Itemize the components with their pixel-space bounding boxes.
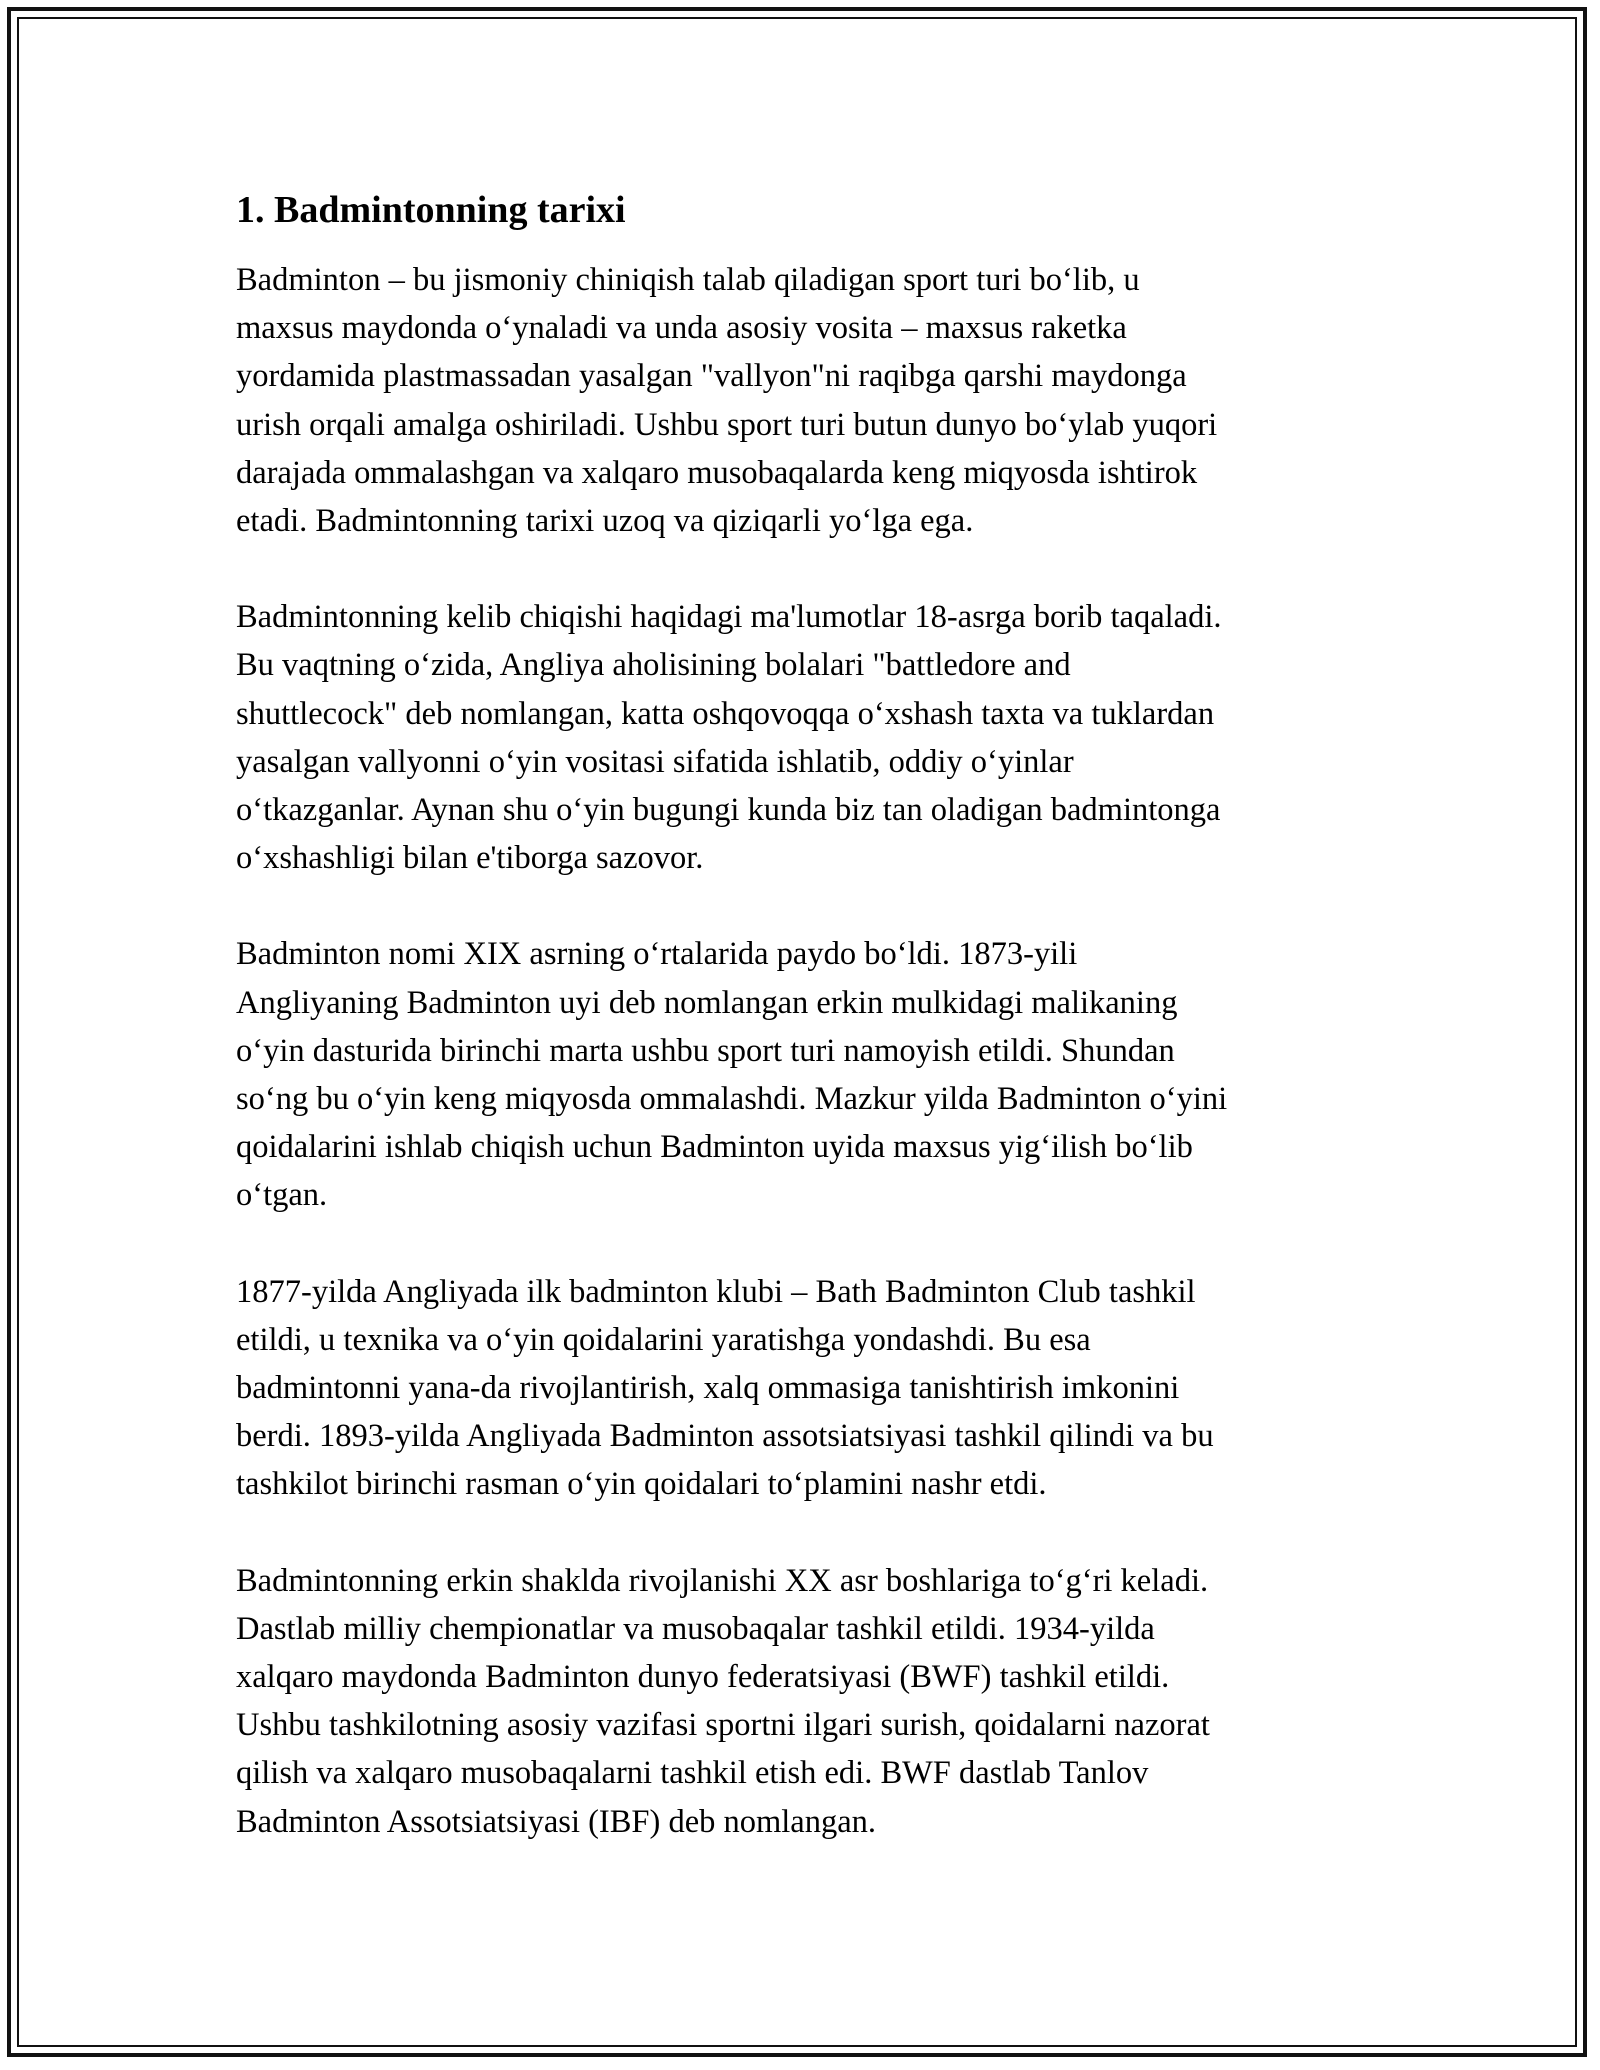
text-line: xalqaro maydonda Badminton dunyo federatsiyasi (BWF) tashkil etildi.: [236, 1659, 1170, 1696]
section-heading: 1. Badmintonning tarixi: [236, 189, 626, 231]
text-line: badmintonni yana-da rivojlantirish, xalq ommasiga tanishtirish imkonini: [236, 1370, 1180, 1407]
text-line: etildi, u texnika va o‘yin qoidalarini yaratishga yondashdi. Bu esa: [236, 1321, 1091, 1358]
text-line: Dastlab milliy chempionatlar va musobaqalar tashkil etildi. 1934-yilda: [236, 1610, 1155, 1647]
text-line: Badmintonning erkin shaklda rivojlanishi XX asr boshlariga to‘g‘ri keladi.: [236, 1562, 1209, 1599]
text-line: o‘tkazganlar. Aynan shu o‘yin bugungi kunda biz tan oladigan badmintonga: [236, 792, 1221, 829]
text-line: Badminton nomi XIX asrning o‘rtalarida paydo bo‘ldi. 1873-yili: [236, 936, 1078, 973]
text-line: 1877-yilda Angliyada ilk badminton klubi – Bath Badminton Club tashkil: [236, 1273, 1196, 1310]
text-line: qilish va xalqaro musobaqalarni tashkil etish edi. BWF dastlab Tanlov: [236, 1755, 1149, 1792]
text-line: darajada ommalashgan va xalqaro musobaqalarda keng miqyosda ishtirok: [236, 454, 1198, 491]
paragraph-3: [236, 930, 1376, 1219]
text-line: o‘xshashligi bilan e'tiborga sazovor.: [236, 840, 704, 877]
paragraph-2: [236, 593, 1376, 882]
text-line: maxsus maydonda o‘ynaladi va unda asosiy vosita – maxsus raketka: [236, 310, 1127, 347]
paragraph-4: [236, 1268, 1376, 1509]
text-line: shuttlecock" deb nomlangan, katta oshqovoqqa o‘xshash taxta va tuklardan: [236, 695, 1215, 732]
text-line: Bu vaqtning o‘zida, Angliya aholisining bolalari "battledore and: [236, 647, 1071, 684]
text-line: urish orqali amalga oshiriladi. Ushbu sport turi butun dunyo bo‘ylab yuqori: [236, 406, 1218, 443]
text-line: yasalgan vallyonni o‘yin vositasi sifatida ishlatib, oddiy o‘yinlar: [236, 743, 1074, 780]
text-line: etadi. Badmintonning tarixi uzoq va qiziqarli yo‘lga ega.: [236, 503, 974, 540]
text-line: yordamida plastmassadan yasalgan "vallyon"ni raqibga qarshi maydonga: [236, 358, 1187, 395]
text-line: tashkilot birinchi rasman o‘yin qoidalari to‘plamini nashr etdi.: [236, 1466, 1047, 1503]
text-line: Ushbu tashkilotning asosiy vazifasi sportni ilgari surish, qoidalarni nazorat: [236, 1707, 1210, 1744]
text-line: qoidalarini ishlab chiqish uchun Badminton uyida maxsus yig‘ilish bo‘lib: [236, 1129, 1193, 1166]
document-body: [236, 186, 1376, 1894]
paragraph-1: [236, 256, 1376, 545]
text-line: so‘ng bu o‘yin keng miqyosda ommalashdi. Mazkur yilda Badminton o‘yini: [236, 1081, 1228, 1118]
text-line: o‘yin dasturida birinchi marta ushbu sport turi namoyish etildi. Shundan: [236, 1032, 1175, 1069]
text-line: berdi. 1893-yilda Angliyada Badminton assotsiatsiyasi tashkil qilindi va bu: [236, 1418, 1214, 1455]
paragraph-5: [236, 1557, 1376, 1846]
text-line: o‘tgan.: [236, 1177, 328, 1214]
text-line: Angliyaning Badminton uyi deb nomlangan erkin mulkidagi malikaning: [236, 984, 1178, 1021]
text-line: Badminton – bu jismoniy chiniqish talab qiladigan sport turi bo‘lib, u: [236, 262, 1140, 298]
text-line: Badminton Assotsiatsiyasi (IBF) deb nomlangan.: [236, 1803, 877, 1840]
text-line: Badmintonning kelib chiqishi haqidagi ma'lumotlar 18-asrga borib taqaladi.: [236, 599, 1222, 636]
